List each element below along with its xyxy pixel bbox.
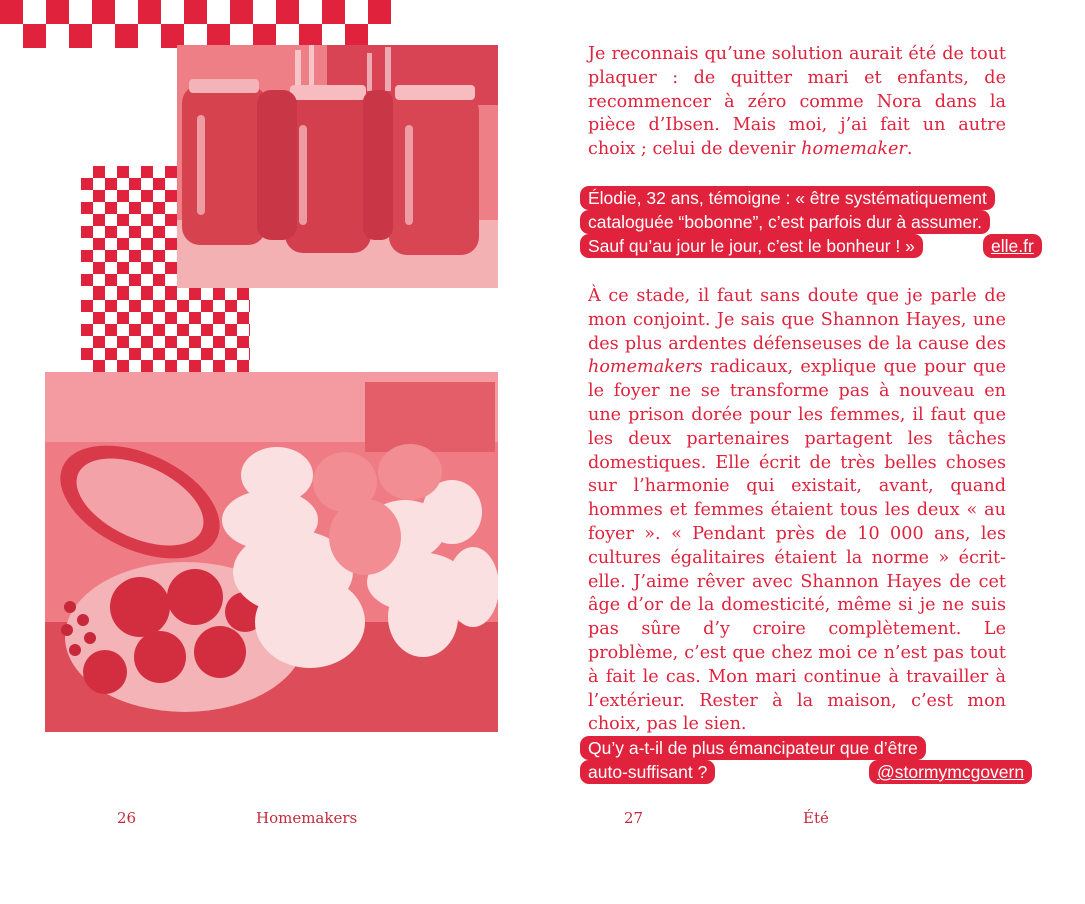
page-number: 27 [624,809,644,827]
checker-pattern [0,0,402,48]
checker-pattern [81,166,177,288]
paragraph-text: . [906,139,913,160]
quote-line: cataloguée “bobonne”, c’est parfois dur à assumer. [580,210,990,234]
source-link[interactable]: @stormymcgovern [869,760,1032,784]
jars-illustration [177,45,498,288]
running-head: Été [803,809,829,827]
paragraph-text: Je reconnais qu’une solution aurait été de tout plaquer : de quitter mari et enfants, de recommencer à zéro comme Nora dans la pièce d’Ibsen. Mais moi, j’ai fait un autre choix ; celui de devenir [588,44,1006,160]
paragraph-text: À ce stade, il faut sans doute que je parle de mon conjoint. Je sais que Shannon Hayes, une des plus ardentes défenseuses de la cause des [588,286,1006,354]
quote-line: Élodie, 32 ans, témoigne : « être systématiquement [580,186,995,210]
vegetables-illustration [45,372,498,732]
quote-line: Qu’y a-t-il de plus émancipateur que d’être [580,736,926,760]
paragraph-text: radicaux, explique que pour que le foyer ne se transforme pas à nouveau en une prison dorée pour les femmes, il faut que les deux partenaires partagent les tâches domestiques. Elle écrit de très belles choses sur l’harmonie qui existait, avant, quand hommes et femmes étaient tous les deux « au foyer ». « Pendant près de 10 000 ans, les cultures égalitaires étaient la norme » écrit-elle. J’aime rêver avec Shannon Hayes de cet âge d’or de la domesticité, même si je ne suis pas sûre d’y croire complètement. Le problème, c’est que chez moi ce n’est pas tout à fait le cas. Mon mari continue à travailler à l’extérieur. Rester à la maison, c’est mon choix, pas le sien. [588,357,1006,735]
page-number: 26 [117,809,137,827]
source-link[interactable]: elle.fr [983,234,1042,258]
photo-tomato-sauce-jars [177,45,498,288]
body-paragraph [588,285,1006,737]
emphasis-text: homemakers [588,357,703,378]
body-paragraph [588,43,1006,162]
running-head: Homemakers [256,809,358,827]
pull-quote [580,186,995,258]
quote-line: Sauf qu’au jour le jour, c’est le bonheur ! » [580,234,923,258]
emphasis-text: homemaker [801,139,907,160]
checker-pattern [81,288,250,372]
quote-line: auto-suffisant ? [580,760,715,784]
photo-squash-and-tomatoes [45,372,498,732]
checker-strip [0,0,402,48]
